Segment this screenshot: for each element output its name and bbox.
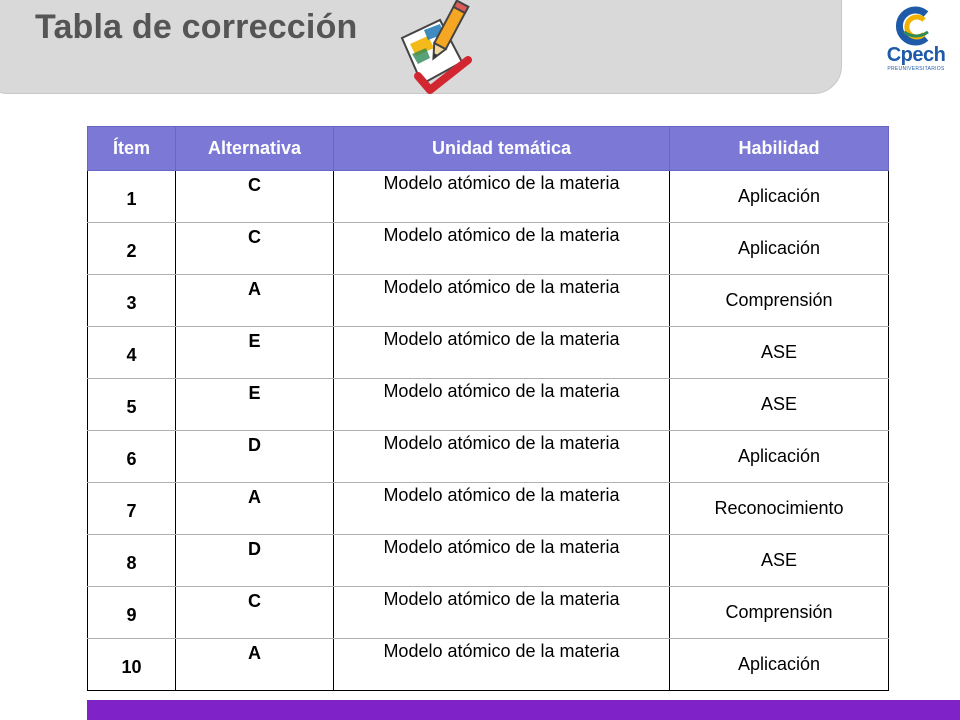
pencil-checkmark-icon: [396, 0, 476, 100]
cell-habilidad: Aplicación: [670, 431, 889, 483]
cell-item: 9: [88, 587, 176, 639]
table-row: [88, 275, 889, 327]
table-header-row: [88, 127, 889, 171]
cell-habilidad: Comprensión: [670, 275, 889, 327]
cell-alternativa: A: [176, 639, 334, 691]
cell-alternativa: D: [176, 535, 334, 587]
logo-text: Cpech: [886, 44, 946, 66]
table-row: [88, 223, 889, 275]
bottom-accent-bar: [87, 700, 960, 720]
cell-alternativa: C: [176, 223, 334, 275]
cell-unidad: Modelo atómico de la materia: [334, 587, 670, 639]
cell-item: 2: [88, 223, 176, 275]
cell-habilidad: ASE: [670, 379, 889, 431]
cell-habilidad: Reconocimiento: [670, 483, 889, 535]
table-row: [88, 431, 889, 483]
page-title: Tabla de corrección: [35, 8, 358, 46]
cell-alternativa: C: [176, 171, 334, 223]
cell-item: 7: [88, 483, 176, 535]
cell-unidad: Modelo atómico de la materia: [334, 223, 670, 275]
table-row: [88, 171, 889, 223]
cell-unidad: Modelo atómico de la materia: [334, 483, 670, 535]
logo-subtext: PREUNIVERSITARIOS: [887, 66, 945, 72]
cell-unidad: Modelo atómico de la materia: [334, 379, 670, 431]
table-row: [88, 379, 889, 431]
cell-alternativa: D: [176, 431, 334, 483]
cell-unidad: Modelo atómico de la materia: [334, 275, 670, 327]
logo-emblem-icon: [880, 6, 952, 46]
cpech-logo: [880, 6, 952, 76]
cell-alternativa: A: [176, 275, 334, 327]
cell-habilidad: ASE: [670, 327, 889, 379]
cell-habilidad: Aplicación: [670, 171, 889, 223]
cell-unidad: Modelo atómico de la materia: [334, 431, 670, 483]
answer-key-table: [87, 126, 889, 691]
cell-habilidad: ASE: [670, 535, 889, 587]
cell-item: 4: [88, 327, 176, 379]
cell-habilidad: Comprensión: [670, 587, 889, 639]
cell-habilidad: Aplicación: [670, 223, 889, 275]
table-row: [88, 535, 889, 587]
cell-item: 6: [88, 431, 176, 483]
column-header-unidad: Unidad temática: [334, 127, 670, 171]
cell-alternativa: E: [176, 379, 334, 431]
cell-item: 10: [88, 639, 176, 691]
cell-alternativa: C: [176, 587, 334, 639]
cell-item: 1: [88, 171, 176, 223]
cell-item: 3: [88, 275, 176, 327]
cell-item: 8: [88, 535, 176, 587]
cell-habilidad: Aplicación: [670, 639, 889, 691]
cell-alternativa: E: [176, 327, 334, 379]
cell-unidad: Modelo atómico de la materia: [334, 327, 670, 379]
table-row: [88, 483, 889, 535]
cell-unidad: Modelo atómico de la materia: [334, 535, 670, 587]
cell-unidad: Modelo atómico de la materia: [334, 639, 670, 691]
column-header-alternativa: Alternativa: [176, 127, 334, 171]
table-row: [88, 639, 889, 691]
table-row: [88, 327, 889, 379]
column-header-habilidad: Habilidad: [670, 127, 889, 171]
cell-unidad: Modelo atómico de la materia: [334, 171, 670, 223]
table-row: [88, 587, 889, 639]
cell-alternativa: A: [176, 483, 334, 535]
column-header-item: Ítem: [88, 127, 176, 171]
cell-item: 5: [88, 379, 176, 431]
